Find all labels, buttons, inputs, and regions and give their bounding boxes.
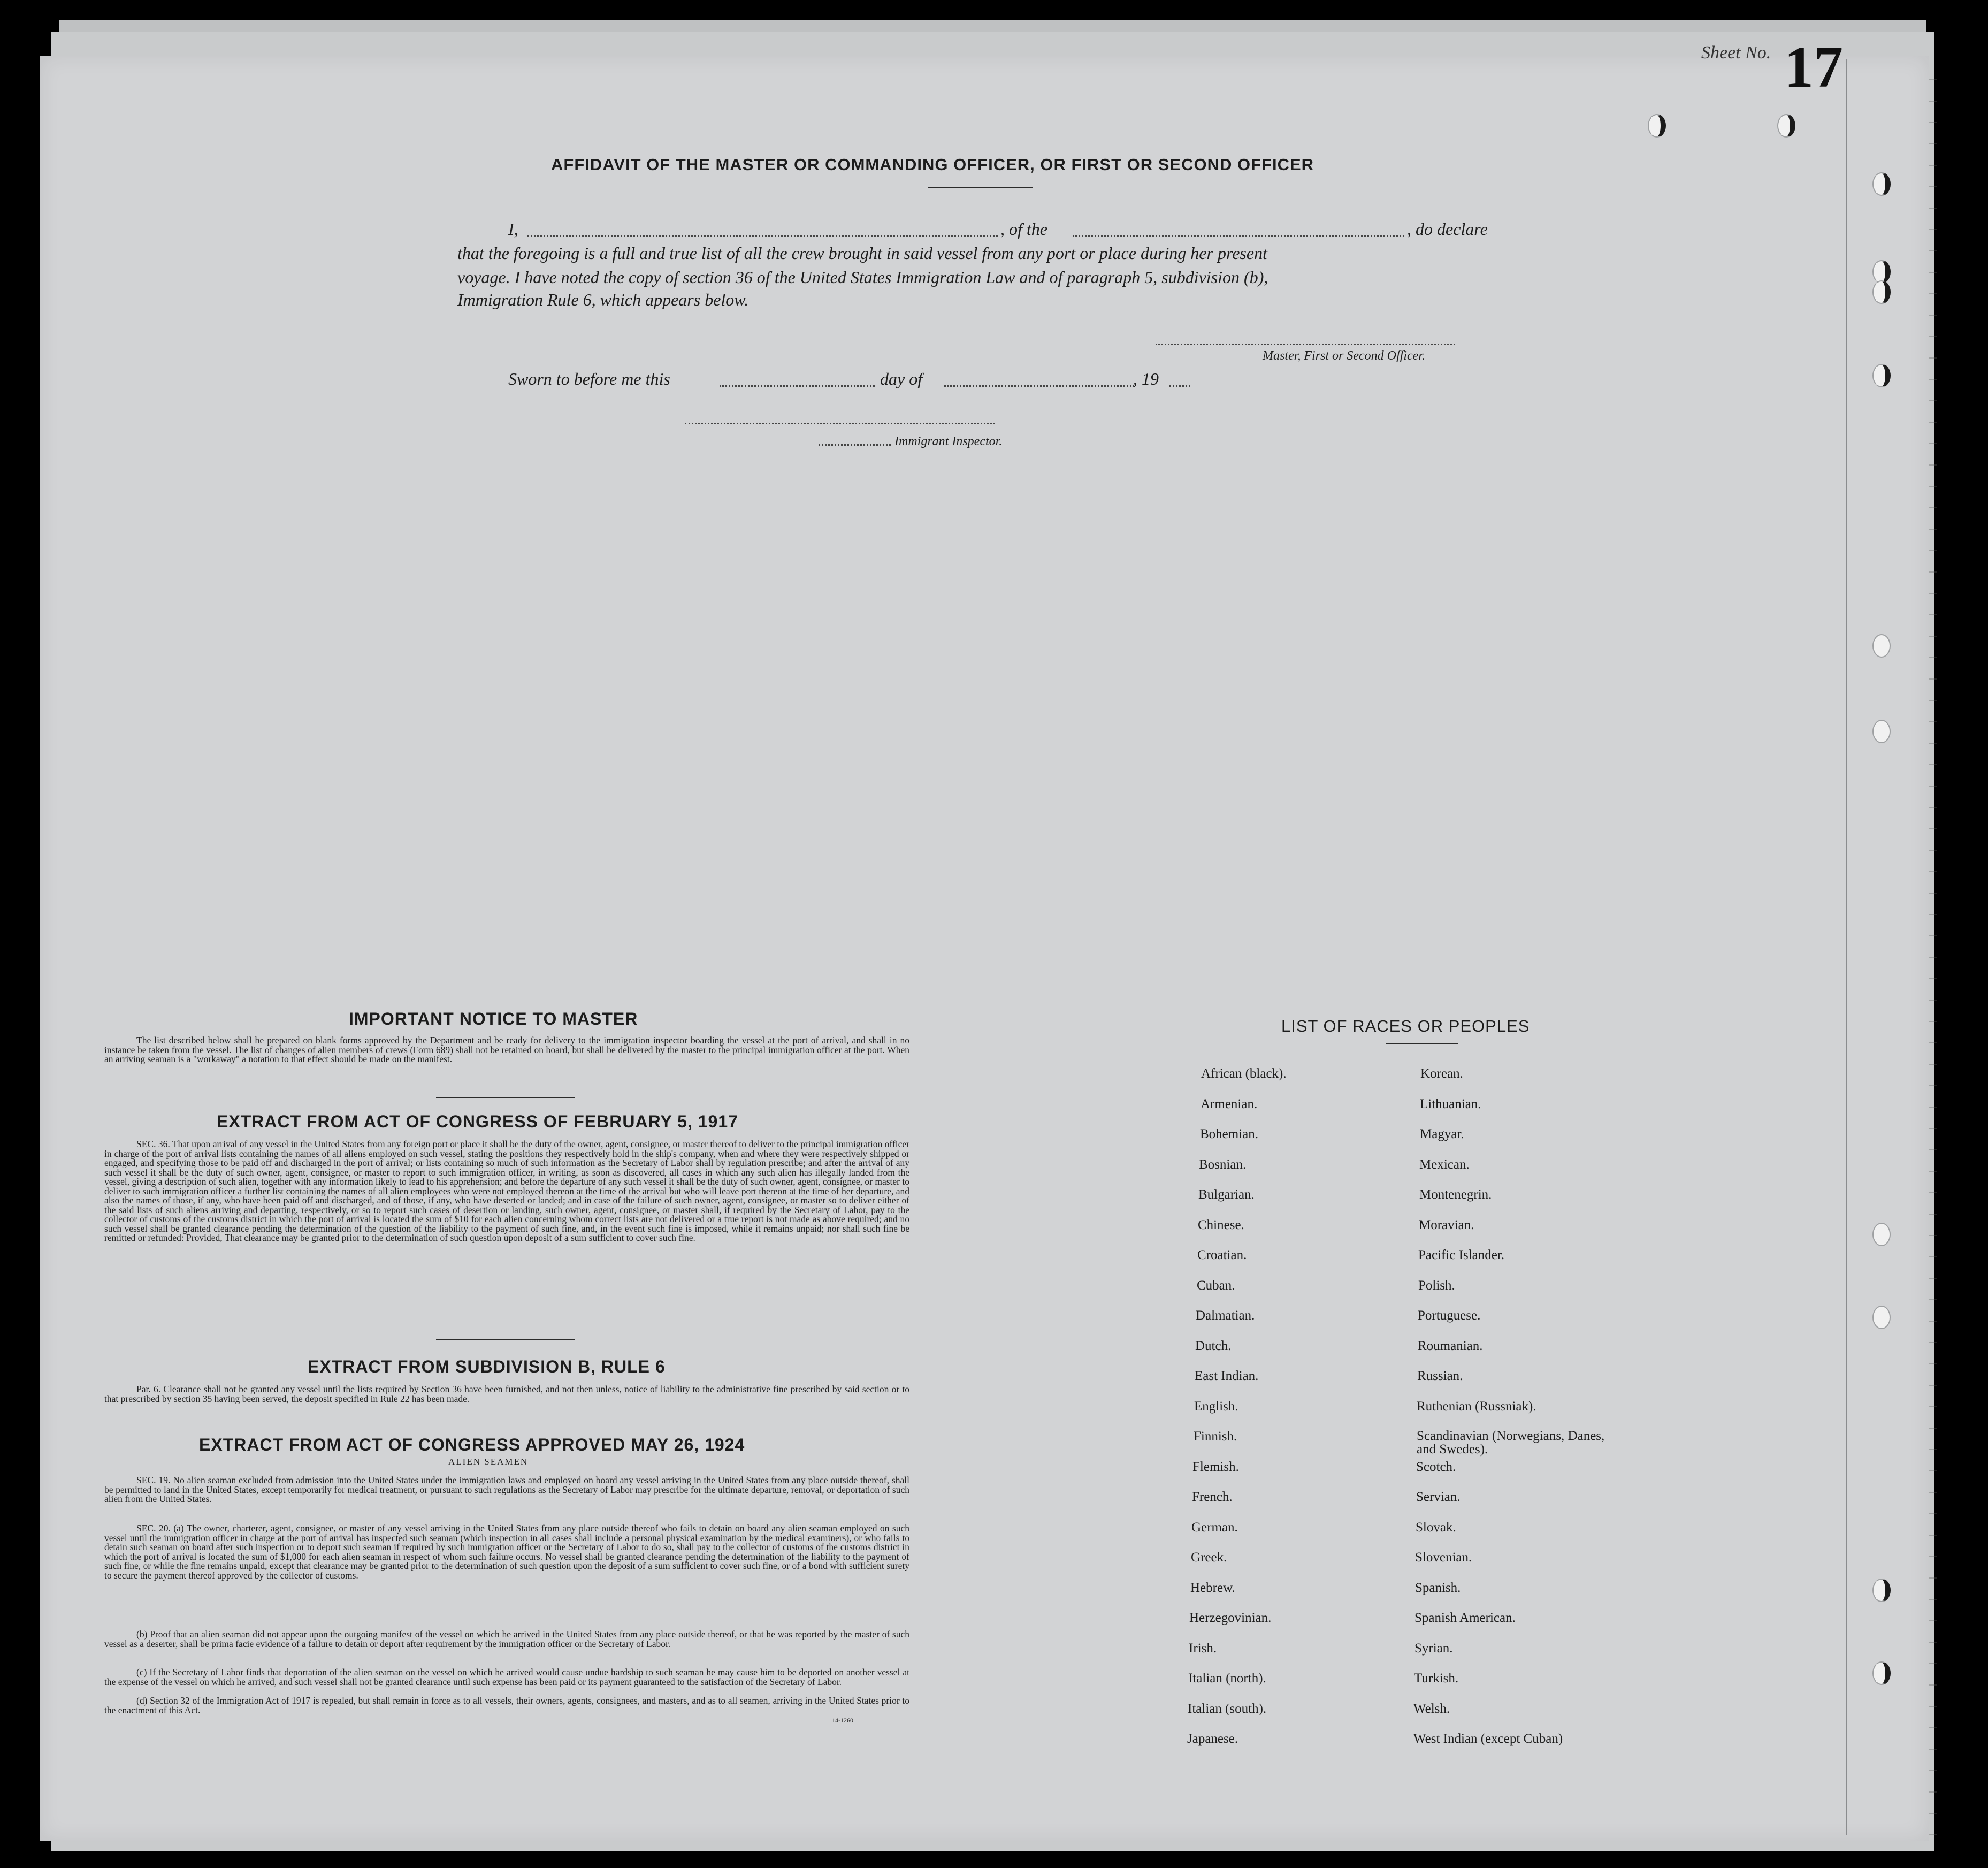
race-item: Korean.: [1420, 1066, 1463, 1081]
sworn-year: , 19: [1133, 369, 1159, 388]
sheet-number: 17: [1784, 34, 1843, 100]
binder-hole: [1777, 114, 1795, 138]
sheet-no-label: Sheet No.: [1701, 43, 1771, 63]
binder-hole: [1872, 634, 1891, 658]
race-item: Flemish.: [1192, 1460, 1239, 1474]
race-item: Moravian.: [1419, 1218, 1474, 1232]
sworn-month-blank[interactable]: [944, 385, 1134, 387]
race-item: Servian.: [1416, 1490, 1461, 1504]
race-item: Spanish.: [1415, 1581, 1461, 1595]
race-item: German.: [1191, 1520, 1238, 1535]
sec19-text: SEC. 19. No alien seaman excluded from admission into the United States under the immigration laws and employed on board any vessel arriving in the United States from any place outside thereof, shall be permitted to land in the United States, except temporarily for medical treatment, or pursuant to such regulations as the Secretary of Labor may prescribe for the ultimate departure, removal, or deportation of such alien from the United States.: [104, 1475, 909, 1504]
affidavit-line-2: that the foregoing is a full and true list of all the crew brought in said vessel from any port or place during her present: [457, 243, 1267, 263]
extract-1917-text: SEC. 36. That upon arrival of any vessel in the United States from any foreign port or place it shall be the duty of the owner, agent, consignee, or master thereof to deliver to the principal immigration officer in charge of the port of arrival lists containing the names of all aliens employed on such vessel, stating the positions they respectively hold in the ship's company, when and where they were respectively shipped or engaged, and specifying those to be paid off and discharged in the port of arrival; or lists containing so much of such information as the Secretary of Labor shall by regulation prescribe; and after the arrival of any such vessel it shall be the duty of such owner, agent, consignee, or master to report to such immigration officer, in writing, as soon as discovered, all cases in which any such alien has illegally landed from the vessel, giving a description of such alien, together with any information likely to lead to his apprehension; and before the departure of any such vessel it shall be the duty of such owner, agent, consignee, or master to deliver to such immigration officer a further list containing the names of all alien employees who were not employed thereon at the time of the arrival but who will leave port thereon at the time of her departure, and also the names of those, if any, who have been paid off and discharged, and of those, if any, who have deserted or landed; and in case of the failure of such owner, agent, consignee, or master so to deliver either of the said lists of such aliens arriving and departing, respectively, or so to report such cases of desertion or landing, such owner, agent, consignee, or master shall, if required by the Secretary of Labor, pay to the collector of customs of the customs district in which the port of arrival is located the sum of $10 for each alien concerning whom correct lists are not delivered or a true report is not made as above required; and no such vessel shall be granted clearance pending the determination of the question of the liability to the payment of such fine, and, in the event such fine is imposed, while it remains unpaid; nor shall such fine be remitted or refunded: Provided, That clearance may be granted prior to the determination of such question upon deposit of a sum sufficient to cover such fine.: [104, 1139, 909, 1243]
race-item: Bulgarian.: [1198, 1187, 1255, 1202]
vessel-blank[interactable]: [1073, 235, 1404, 237]
race-item: Armenian.: [1201, 1097, 1258, 1111]
affidavit-line-3: voyage. I have noted the copy of section 36 of the United States Immigration Law and of paragraph 5, subdivision (b),: [457, 268, 1268, 287]
race-item: African (black).: [1201, 1066, 1287, 1081]
sworn-day-blank[interactable]: [720, 385, 875, 387]
race-item: Syrian.: [1414, 1641, 1453, 1656]
affidavit-of-the: , of the: [1000, 219, 1047, 239]
signature-line[interactable]: [1156, 344, 1455, 345]
race-item: Montenegrin.: [1419, 1187, 1492, 1202]
affidavit-i: I,: [508, 219, 518, 239]
inspector-short-line: [819, 444, 891, 446]
sworn-year-blank[interactable]: [1169, 385, 1190, 387]
binder-hole: [1872, 720, 1891, 743]
race-item: Chinese.: [1198, 1218, 1244, 1232]
inspector-label: Immigrant Inspector.: [894, 434, 1003, 448]
race-item: Pacific Islander.: [1418, 1248, 1505, 1262]
race-item: Mexican.: [1419, 1157, 1470, 1172]
title-rule: [928, 187, 1033, 188]
extract-1924-subtitle: ALIEN SEAMEN: [448, 1457, 529, 1467]
sec20b-text: (b) Proof that an alien seaman did not appear upon the outgoing manifest of the vessel on which he arrived in the United States from any place outside thereof, or that he was reported by the master of such vessel as a deserter, shall be prima facie evidence of a failure to detain or deport after requirement by the immigration officer or the Secretary of Labor.: [104, 1629, 909, 1649]
race-item: Cuban.: [1197, 1278, 1235, 1293]
rule: [436, 1339, 575, 1340]
binder-hole: [1648, 114, 1666, 138]
race-item: Dalmatian.: [1196, 1308, 1255, 1323]
race-item: Lithuanian.: [1420, 1097, 1481, 1111]
binder-hole: [1872, 1306, 1891, 1329]
race-item: Scotch.: [1416, 1460, 1456, 1474]
signature-label: Master, First or Second Officer.: [1263, 349, 1425, 363]
name-blank[interactable]: [527, 235, 998, 237]
race-item: Welsh.: [1413, 1702, 1450, 1716]
races-title: LIST OF RACES OR PEOPLES: [1281, 1017, 1530, 1035]
affidavit-line-4: Immigration Rule 6, which appears below.: [457, 290, 749, 309]
race-item: Portuguese.: [1418, 1308, 1481, 1323]
race-item: East Indian.: [1195, 1369, 1259, 1383]
binder-hole: [1872, 280, 1891, 304]
sec20d-text: (d) Section 32 of the Immigration Act of 1917 is repealed, but shall remain in force as to all vessels, their owners, agents, consignees, and masters, and as to all seamen, arriving in the United States prior to the enactment of this Act.: [104, 1695, 909, 1715]
race-item: Slovak.: [1416, 1520, 1456, 1535]
rule: [436, 1097, 575, 1098]
extract-1924-title: EXTRACT FROM ACT OF CONGRESS APPROVED MAY 26, 1924: [199, 1435, 745, 1454]
race-item: Hebrew.: [1190, 1581, 1235, 1595]
binder-hole: [1872, 364, 1891, 387]
sworn-day-of: day of: [880, 369, 923, 388]
race-item: Japanese.: [1187, 1732, 1238, 1746]
sec20c-text: (c) If the Secretary of Labor finds that deportation of the alien seaman on the vessel on which he arrived would cause undue hardship to such seaman he may cause him to be deported on another vessel at the expense of the vessel on which he arrived, and such vessel shall not be granted clearance until such expense has been paid or its payment guaranteed to the satisfaction of the Secretary of Labor.: [104, 1667, 909, 1687]
sworn-prefix: Sworn to before me this: [508, 369, 670, 388]
race-item: Dutch.: [1195, 1339, 1232, 1353]
race-item: Russian.: [1417, 1369, 1463, 1383]
binder-hole: [1872, 1223, 1891, 1246]
race-item: French.: [1192, 1490, 1233, 1504]
binder-hole: [1872, 1579, 1891, 1602]
binder-hole: [1872, 1661, 1891, 1685]
race-item: Bohemian.: [1200, 1127, 1259, 1141]
race-item: Magyar.: [1420, 1127, 1464, 1141]
race-item: Bosnian.: [1199, 1157, 1247, 1172]
race-item: English.: [1194, 1399, 1238, 1414]
extract-1917-title: EXTRACT FROM ACT OF CONGRESS OF FEBRUARY 5, 1917: [217, 1112, 738, 1131]
race-item: Italian (north).: [1188, 1671, 1266, 1686]
race-item: Scandinavian (Norwegians, Danes, and Swedes).: [1417, 1429, 1605, 1457]
race-item: Irish.: [1189, 1641, 1217, 1656]
race-item: Italian (south).: [1188, 1702, 1267, 1716]
inspector-signature-line[interactable]: [685, 423, 995, 424]
affidavit-title: AFFIDAVIT OF THE MASTER OR COMMANDING OFFICER, OR FIRST OR SECOND OFFICER: [551, 155, 1314, 174]
race-item: Greek.: [1191, 1550, 1227, 1565]
sec20a-text: SEC. 20. (a) The owner, charterer, agent, consignee, or master of any vessel arriving in the United States from any place outside thereof who fails to detain on board any alien seaman employed on such vessel until the immigration officer in charge at the port of arrival has inspected such seaman (which inspection in all cases shall include a personal physical examination by the medical examiners), or who fails to detain such seaman on board after such inspection or to deport such seaman if required by such immigration officer or the Secretary of Labor to do so, shall pay to the collector of customs of the customs district in which the port of arrival is located the sum of $1,000 for each alien seaman in respect of whom such failure occurs. No vessel shall be granted clearance pending the determination of the liability to the payment of such fine, or while the fine remains unpaid, except that clearance may be granted prior to the determination of such question upon the deposit of a sum sufficient to cover such fine, or of a bond with sufficient surety to secure the payment thereof approved by the collector of customs.: [104, 1523, 909, 1581]
binder-hole: [1872, 172, 1891, 196]
race-item: West Indian (except Cuban): [1413, 1732, 1563, 1746]
race-item: Roumanian.: [1418, 1339, 1483, 1353]
notice-title: IMPORTANT NOTICE TO MASTER: [349, 1009, 638, 1028]
notice-text: The list described below shall be prepared on blank forms approved by the Department and be ready for delivery to the immigration inspector boarding the vessel at the port of arrival, and shall in no instance be taken from the vessel. The list of changes of alien members of crews (Form 689) shall not be retained on board, but shall be delivered by the master to the principal immigration officer at the port. When an arriving seaman is a "workaway" a notation to that effect should be made on the manifest.: [104, 1035, 909, 1064]
race-item: Ruthenian (Russniak).: [1417, 1399, 1536, 1414]
races-title-rule: [1386, 1043, 1458, 1044]
extract-rule6-title: EXTRACT FROM SUBDIVISION B, RULE 6: [308, 1357, 666, 1376]
page-fold-line: [1846, 59, 1847, 1835]
race-item: Herzegovinian.: [1189, 1611, 1272, 1625]
form-number: 14-1260: [832, 1717, 853, 1724]
race-item: Polish.: [1418, 1278, 1455, 1293]
race-item: Turkish.: [1414, 1671, 1459, 1686]
race-item: Croatian.: [1197, 1248, 1247, 1262]
race-item: Slovenian.: [1415, 1550, 1472, 1565]
affidavit-declare: , do declare: [1407, 219, 1488, 239]
race-item: Finnish.: [1194, 1429, 1237, 1444]
race-item: Spanish American.: [1414, 1611, 1516, 1625]
extract-rule6-text: Par. 6. Clearance shall not be granted any vessel until the lists required by Section 36 have been furnished, and not then unless, notice of liability to the administrative fine prescribed by said section or to that prescribed by section 35 having been served, the deposit specified in Rule 22 has been made.: [104, 1384, 909, 1404]
